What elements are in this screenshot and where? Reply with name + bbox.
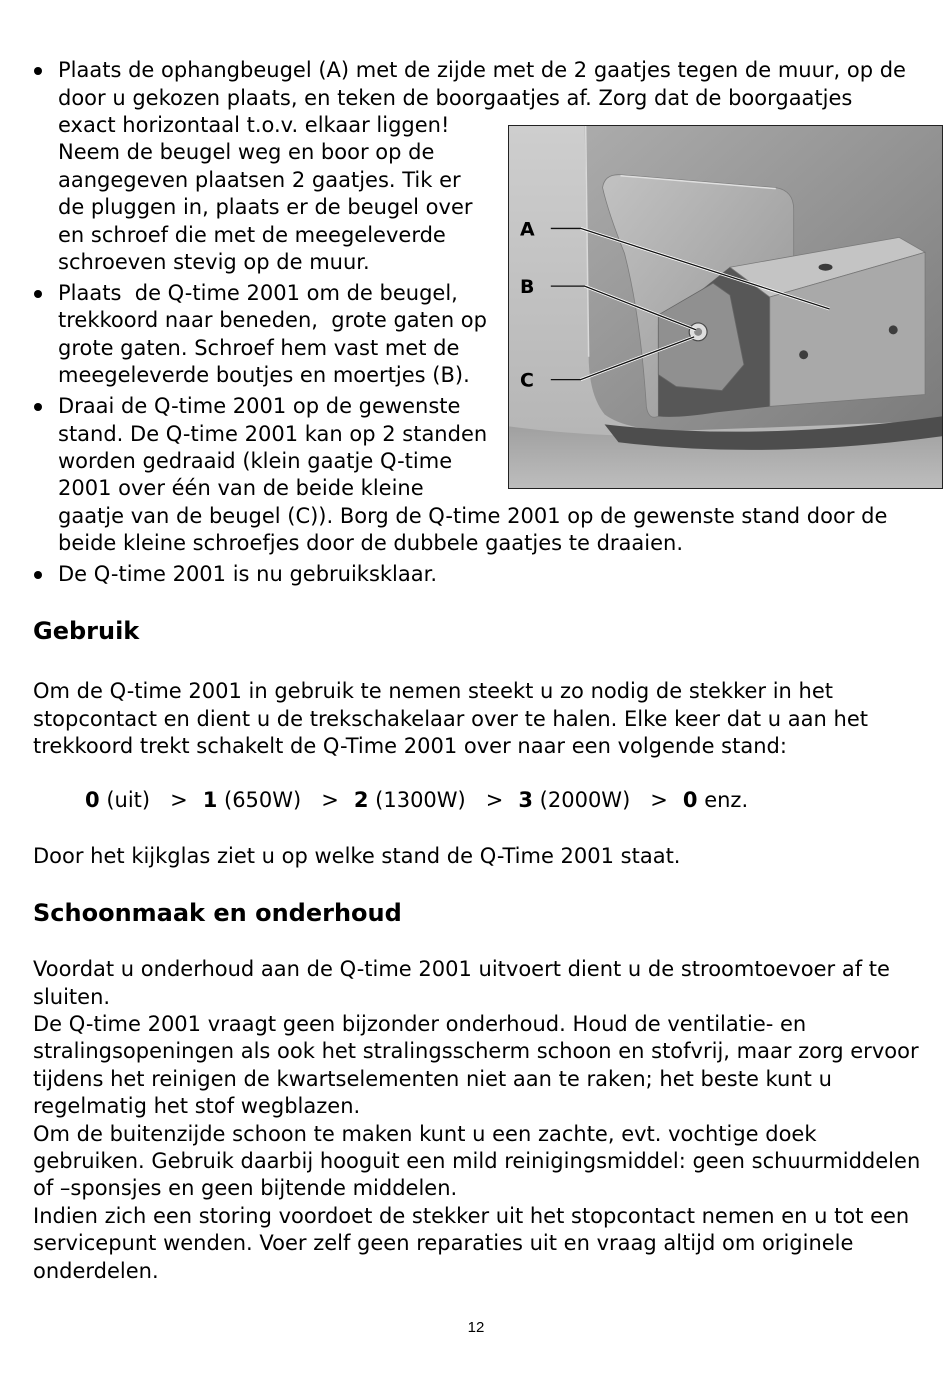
text-line: beide kleine schroefjes door de dubbele gaatjes te draaien. <box>58 531 684 556</box>
sequence-separator: > <box>170 788 188 813</box>
text-line: Om de buitenzijde schoon te maken kunt u een zachte, evt. vochtige doek <box>33 1121 817 1146</box>
text-line: grote gaten. Schroef hem vast met de <box>58 335 460 360</box>
stage-label: (2000W) <box>539 788 631 813</box>
text-line: Indien zich een storing voordoet de stekker uit het stopcontact nemen en u tot een <box>33 1203 910 1228</box>
text-line: stand. De Q-time 2001 kan op 2 standen <box>58 421 488 446</box>
text-line: 2001 over één van de beide kleine <box>58 476 424 501</box>
stage-label: (1300W) <box>375 788 466 813</box>
sequence-step <box>85 787 150 814</box>
section-heading-maintenance: Schoonmaak en onderhoud <box>33 899 402 927</box>
text-line: worden gedraaid (klein gaatje Q-time <box>58 448 453 473</box>
callout-label-c: C <box>519 369 534 392</box>
paragraph <box>33 1011 920 1121</box>
paragraph <box>33 1203 920 1285</box>
stage-label: (650W) <box>224 788 302 813</box>
text-line: of –sponsjes en geen bijtende middelen. <box>33 1176 458 1201</box>
text-line: Plaats de Q-time 2001 om de beugel, <box>58 281 458 306</box>
bullet-icon <box>34 290 42 298</box>
text-line: trekkoord naar beneden, grote gaten op <box>58 308 487 333</box>
stage-number: 2 <box>353 788 369 813</box>
text-line: trekkoord trekt schakelt de Q-Time 2001 over naar een volgende stand: <box>33 734 787 759</box>
text-line: door u gekozen plaats, en teken de boorgaatjes af. Zorg dat de boorgaatjes <box>58 85 853 110</box>
mounting-bracket-photo <box>508 125 943 489</box>
text-line: schroeven stevig op de muur. <box>58 250 370 275</box>
bracket-hole <box>889 325 898 334</box>
bullet-icon <box>34 571 42 579</box>
bracket-illustration <box>509 126 942 488</box>
text-line: Draai de Q-time 2001 op de gewenste <box>58 394 461 419</box>
text-line: meegeleverde boutjes en moertjes (B). <box>58 363 470 388</box>
text-line: De Q-time 2001 is nu gebruiksklaar. <box>58 562 438 587</box>
text-line: aangegeven plaatsen 2 gaatjes. Tik er <box>58 167 461 192</box>
sequence-step <box>203 787 302 814</box>
text-line: Voordat u onderhoud aan de Q-time 2001 uitvoert dient u de stroomtoevoer af te <box>33 957 890 982</box>
sequence-step <box>354 787 466 814</box>
text-line: Plaats de ophangbeugel (A) met de zijde met de 2 gaatjes tegen de muur, op de <box>58 58 906 83</box>
stage-label: (uit) <box>106 788 151 813</box>
text-line: stopcontact en dient u de trekschakelaar over te halen. Elke keer dat u aan het <box>33 706 868 731</box>
text-line: exact horizontaal t.o.v. elkaar liggen! <box>58 113 450 138</box>
text-line: Neem de beugel weg en boor op de <box>58 140 435 165</box>
paragraph <box>33 956 920 1011</box>
bracket-hole <box>799 350 808 359</box>
usage-intro <box>33 678 868 760</box>
paragraph <box>33 1121 920 1203</box>
usage-note: Door het kijkglas ziet u op welke stand de Q-Time 2001 staat. <box>33 844 681 869</box>
sequence-step <box>518 787 630 814</box>
maintenance-text <box>33 956 920 1285</box>
bullet-icon <box>34 403 42 411</box>
text-line: tijdens het reinigen de kwartselementen niet aan te raken; het beste kunt u <box>33 1066 832 1091</box>
sequence-step <box>683 787 748 814</box>
installation-step <box>58 561 906 588</box>
text-line: gaatje van de beugel (C)). Borg de Q-time 2001 op de gewenste stand door de <box>58 503 888 528</box>
text-line: servicepunt wenden. Voer zelf geen reparaties uit en vraag altijd om originele <box>33 1231 854 1256</box>
text-line: onderdelen. <box>33 1258 159 1283</box>
sequence-separator: > <box>321 788 339 813</box>
text-line: Om de Q-time 2001 in gebruik te nemen steekt u zo nodig de stekker in het <box>33 679 833 704</box>
callout-label-b: B <box>519 276 535 299</box>
stage-number: 1 <box>202 788 218 813</box>
section-heading-gebruik: Gebruik <box>33 617 140 645</box>
text-line: sluiten. <box>33 984 111 1009</box>
sequence-separator: > <box>650 788 668 813</box>
text-line: gebruiken. Gebruik daarbij hooguit een mild reinigingsmiddel: geen schuurmiddelen <box>33 1149 921 1174</box>
stage-number: 0 <box>85 788 100 813</box>
text-line: de pluggen in, plaats er de beugel over <box>58 195 473 220</box>
text-line: De Q-time 2001 vraagt geen bijzonder onderhoud. Houd de ventilatie- en <box>33 1012 807 1037</box>
bracket-top-hole <box>819 264 833 271</box>
stage-label: enz. <box>704 788 749 813</box>
page-number: 12 <box>467 1319 485 1336</box>
sequence-separator: > <box>485 788 504 813</box>
text-line: stralingsopeningen als ook het stralingsscherm schoon en stofvrij, maar zorg ervoor <box>33 1039 919 1064</box>
stage-number: 0 <box>682 788 698 813</box>
power-stage-sequence <box>85 787 748 814</box>
text-line: en schroef die met de meegeleverde <box>58 222 446 247</box>
text-line: regelmatig het stof wegblazen. <box>33 1094 361 1119</box>
bullet-icon <box>34 67 42 75</box>
stage-number: 3 <box>518 788 533 813</box>
callout-label-a: A <box>519 218 535 241</box>
